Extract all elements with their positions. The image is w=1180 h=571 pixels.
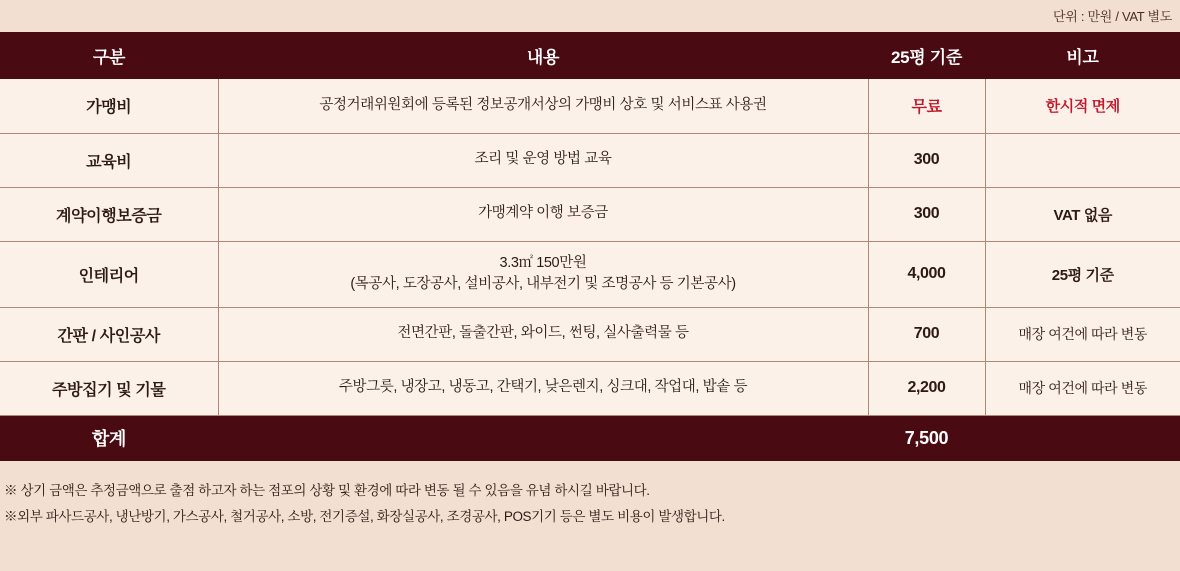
table-body <box>0 79 1180 415</box>
row-category: 인테리어 <box>0 241 218 307</box>
total-label: 합계 <box>0 415 218 461</box>
row-description: 조리 및 운영 방법 교육 <box>218 133 868 187</box>
row-description <box>218 241 868 307</box>
row-amount: 700 <box>868 307 985 361</box>
table-header <box>0 32 1180 79</box>
row-amount: 무료 <box>868 79 985 133</box>
footnotes <box>0 461 1180 529</box>
row-category: 계약이행보증금 <box>0 187 218 241</box>
row-description-line1: 3.3㎡ 150만원 <box>499 254 587 271</box>
total-amount: 7,500 <box>868 415 985 461</box>
row-note: 25평 기준 <box>985 241 1180 307</box>
row-description: 가맹계약 이행 보증금 <box>218 187 868 241</box>
row-note: 매장 여건에 따라 변동 <box>985 361 1180 415</box>
footnote-2: ※외부 파사드공사, 냉난방기, 가스공사, 철거공사, 소방, 전기증설, 화장실공사, 조경공사, POS기기 등은 별도 비용이 발생합니다. <box>4 508 725 524</box>
row-category: 간판 / 사인공사 <box>0 307 218 361</box>
row-category: 주방집기 및 기물 <box>0 361 218 415</box>
row-amount: 2,200 <box>868 361 985 415</box>
table-row <box>0 79 1180 133</box>
total-spacer <box>218 415 868 461</box>
table-row <box>0 187 1180 241</box>
row-category: 가맹비 <box>0 79 218 133</box>
row-note <box>985 133 1180 187</box>
row-category: 교육비 <box>0 133 218 187</box>
column-header-category: 구분 <box>0 32 218 79</box>
row-amount: 4,000 <box>868 241 985 307</box>
row-note: 한시적 면제 <box>985 79 1180 133</box>
total-row <box>0 415 1180 461</box>
table-row <box>0 307 1180 361</box>
row-description-line2: (목공사, 도장공사, 설비공사, 내부전기 및 조명공사 등 기본공사) <box>350 276 736 292</box>
column-header-note: 비고 <box>985 32 1180 79</box>
row-description: 전면간판, 돌출간판, 와이드, 썬팅, 실사출력물 등 <box>218 307 868 361</box>
table-footer <box>0 415 1180 461</box>
row-note: 매장 여건에 따라 변동 <box>985 307 1180 361</box>
table-row <box>0 133 1180 187</box>
unit-note: 단위 : 만원 / VAT 별도 <box>1053 9 1172 24</box>
total-note <box>985 415 1180 461</box>
row-description: 주방그릇, 냉장고, 냉동고, 간택기, 낮은렌지, 싱크대, 작업대, 밥솥 등 <box>218 361 868 415</box>
table-header-row <box>0 32 1180 79</box>
franchise-cost-table <box>0 32 1180 461</box>
row-note: VAT 없음 <box>985 187 1180 241</box>
footnote-1: ※ 상기 금액은 추정금액으로 출점 하고자 하는 점포의 상황 및 환경에 따라 변동 될 수 있음을 유념 하시길 바랍니다. <box>4 483 650 498</box>
column-header-amount: 25평 기준 <box>868 32 985 79</box>
row-amount: 300 <box>868 133 985 187</box>
column-header-description: 내용 <box>218 32 868 79</box>
table-row <box>0 241 1180 307</box>
table-row <box>0 361 1180 415</box>
row-description: 공정거래위원회에 등록된 정보공개서상의 가맹비 상호 및 서비스표 사용권 <box>218 79 868 133</box>
row-amount: 300 <box>868 187 985 241</box>
